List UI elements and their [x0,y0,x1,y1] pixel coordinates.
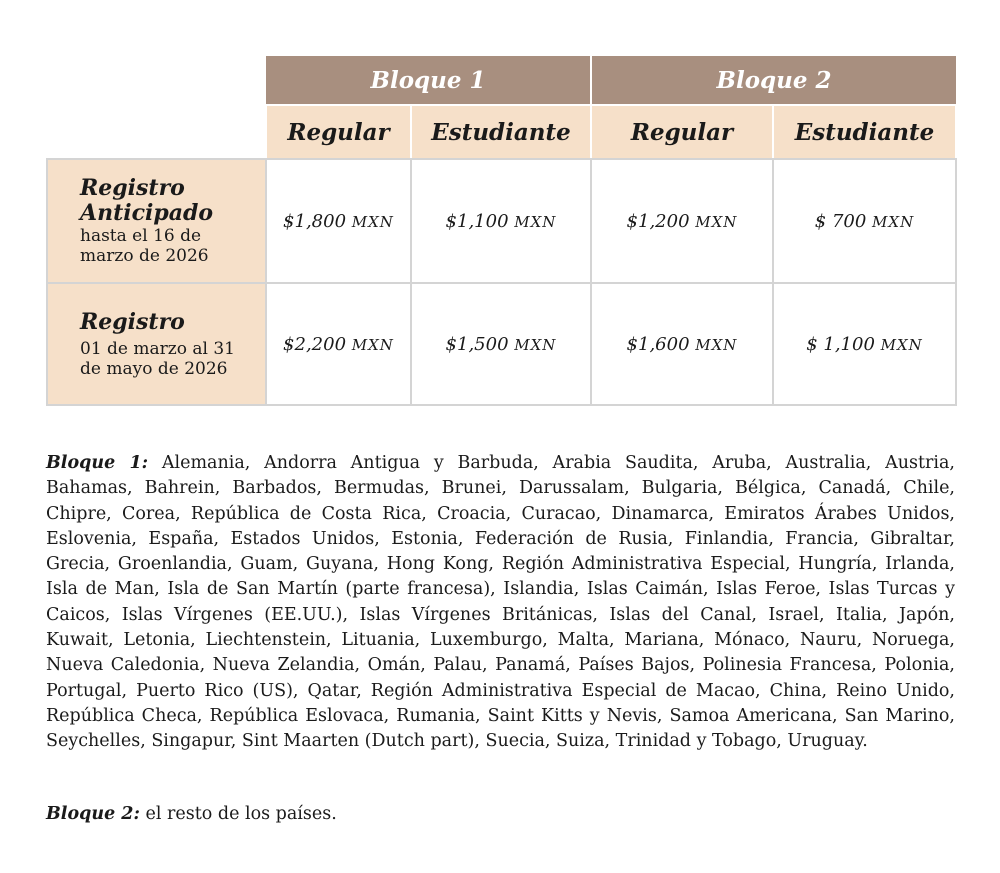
subheader-regular-b1: Regular [266,105,411,159]
price-value: $ 1,100 [806,333,875,355]
price-value: $1,500 [445,333,509,355]
price-cell [411,283,591,405]
price-cell [591,283,773,405]
block-1-note [46,451,955,755]
price-cell [266,283,411,405]
price-value: $1,800 [283,210,347,232]
row-subtitle-2: marzo de 2026 [80,246,209,266]
block-1-country-list: Alemania, Andorra Antigua y Barbuda, Arabia Saudita, Aruba, Australia, Austria, Bahamas, Bahrein, Barbados, Bermudas, Brunei, Darussalam, Bulgaria, Bélgica, Canadá, Chile, Chipre, Corea, República de Costa Rica, Croacia, Curacao, Dinamarca, Emiratos Árabes Unidos, Eslovenia, España, Estados Unidos, Estonia, Federación de Rusia, Finlandia, Francia, Gibraltar, Grecia, Groenlandia, Guam, Guyana, Hong Kong, Región Administrativa Especial, Hungría, Irlanda, Isla de Man, Isla de San Martín (parte francesa), Islandia, Islas Caimán, Islas Feroe, Islas Turcas y Caicos, Islas Vírgenes (EE.UU.), Islas Vírgenes Británicas, Islas del Canal, Israel, Italia, Japón, Kuwait, Letonia, Liechtenstein, Lituania, Luxemburgo, Malta, Mariana, Mónaco, Nauru, Noruega, Nueva Caledonia, Nueva Zelandia, Omán, Palau, Panamá, Países Bajos, Polinesia Francesa, Polonia, Portugal, Puerto Rico (US), Qatar, Región Administrativa Especial de Macao, China, Reino Unido, República Checa, República Eslovaca, Rumania, Saint Kitts y Nevis, Samoa Americana, San Marino, Seychelles, Singapur, Sint Maarten (Dutch part), Suecia, Suiza, Trinidad y Tobago, Uruguay. [46,453,955,752]
row-title: Registro [80,175,185,201]
block-header-row [47,56,956,105]
currency-label: MXN [695,335,738,354]
blank-corner-2 [47,105,266,159]
row-label-early [47,159,266,283]
price-value: $2,200 [283,333,347,355]
blank-corner [47,56,266,105]
subheader-student-b2: Estudiante [773,105,956,159]
block-1-note-label: Bloque 1: [46,453,149,473]
currency-label: MXN [514,335,557,354]
subheader-regular-b2: Regular [591,105,773,159]
price-cell [591,159,773,283]
table-row-regular [47,283,956,405]
price-cell [773,283,956,405]
block-2-note-label: Bloque 2: [46,804,140,824]
price-value: $1,200 [626,210,690,232]
row-subtitle: hasta el 16 de [80,226,202,246]
currency-label: MXN [351,335,394,354]
price-cell [411,159,591,283]
price-value: $ 700 [814,210,867,232]
row-title-2: Anticipado [80,200,214,226]
price-cell [773,159,956,283]
currency-label: MXN [514,212,557,231]
price-cell [266,159,411,283]
block-2-note [46,802,955,827]
table-row-early [47,159,956,283]
currency-label: MXN [872,212,915,231]
currency-label: MXN [351,212,394,231]
price-value: $1,100 [445,210,509,232]
row-label-regular [47,283,266,405]
row-title: Registro [80,308,185,335]
subheader-student-b1: Estudiante [411,105,591,159]
row-subtitle-2: de mayo de 2026 [80,358,228,379]
block-2-note-text: el resto de los países. [145,804,337,824]
price-value: $1,600 [626,333,690,355]
block-2-header: Bloque 2 [591,56,956,105]
subheader-row [47,105,956,159]
row-subtitle: 01 de marzo al 31 [80,338,235,359]
block-1-header: Bloque 1 [266,56,591,105]
currency-label: MXN [880,335,923,354]
currency-label: MXN [695,212,738,231]
fee-table [46,56,957,406]
